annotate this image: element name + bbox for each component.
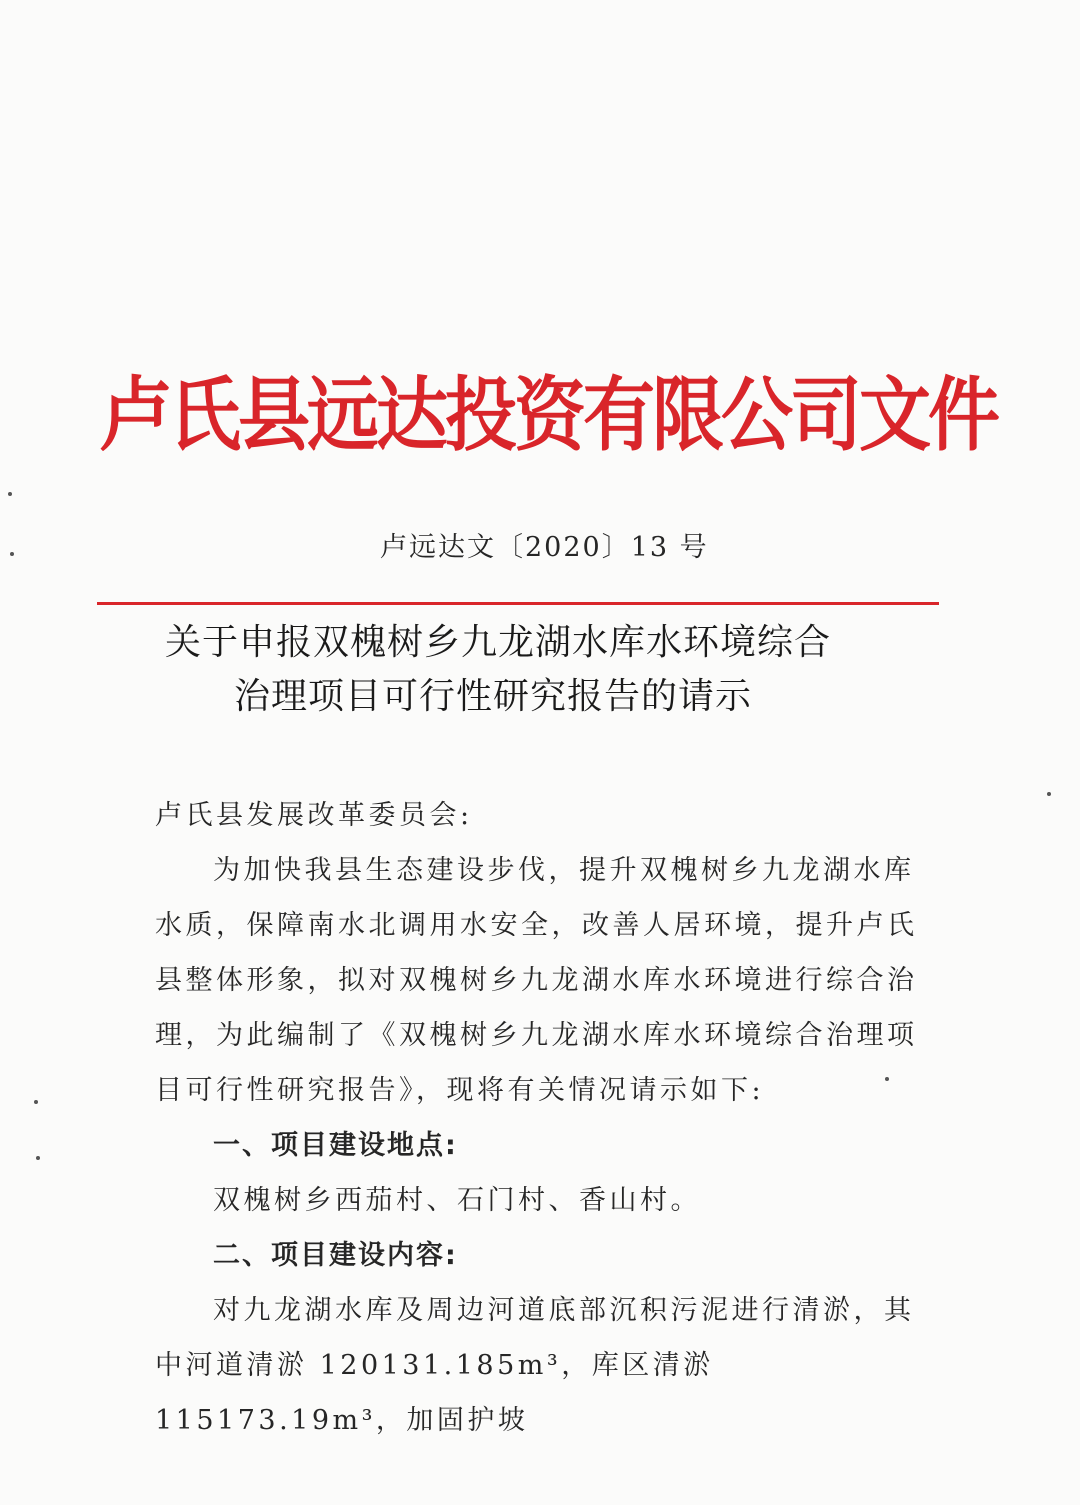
document-title-line-2: 治理项目可行性研究报告的请示 xyxy=(233,676,752,717)
issuer-header-title: 卢氏县远达投资有限公司文件 xyxy=(100,367,998,462)
document-title xyxy=(120,616,960,724)
section-1-heading: 一、项目建设地点: xyxy=(213,1130,458,1161)
scan-speck xyxy=(34,1100,38,1104)
section-1-text: 双槐树乡西茄村、石门村、香山村。 xyxy=(213,1185,701,1216)
document-body xyxy=(155,788,925,1448)
salutation: 卢氏县发展改革委员会: xyxy=(155,800,473,831)
section-2-heading: 二、项目建设内容: xyxy=(213,1240,458,1271)
intro-paragraph: 为加快我县生态建设步伐，提升双槐树乡九龙湖水库水质，保障南水北调用水安全，改善人居环境，提升卢氏县整体形象，拟对双槐树乡九龙湖水库水环境进行综合治理，为此编制了《双槐树乡九龙湖水库水环境综合治理项目可行性研究报告》，现将有关情况请示如下: xyxy=(155,855,918,1106)
scan-speck xyxy=(10,552,14,556)
red-divider-line xyxy=(97,602,939,605)
scan-speck xyxy=(36,1156,40,1160)
scan-speck xyxy=(8,492,12,496)
document-title-line-1: 关于申报双槐树乡九龙湖水库水环境综合 xyxy=(164,622,831,663)
scan-speck xyxy=(885,1077,889,1081)
scan-speck xyxy=(1047,792,1051,796)
section-2-text: 对九龙湖水库及周边河道底部沉积污泥进行清淤，其中河道清淤 120131.185m³，库区清淤 115173.19m³，加固护坡 xyxy=(155,1295,915,1436)
document-number: 卢远达文〔2020〕13 号 xyxy=(380,532,709,563)
